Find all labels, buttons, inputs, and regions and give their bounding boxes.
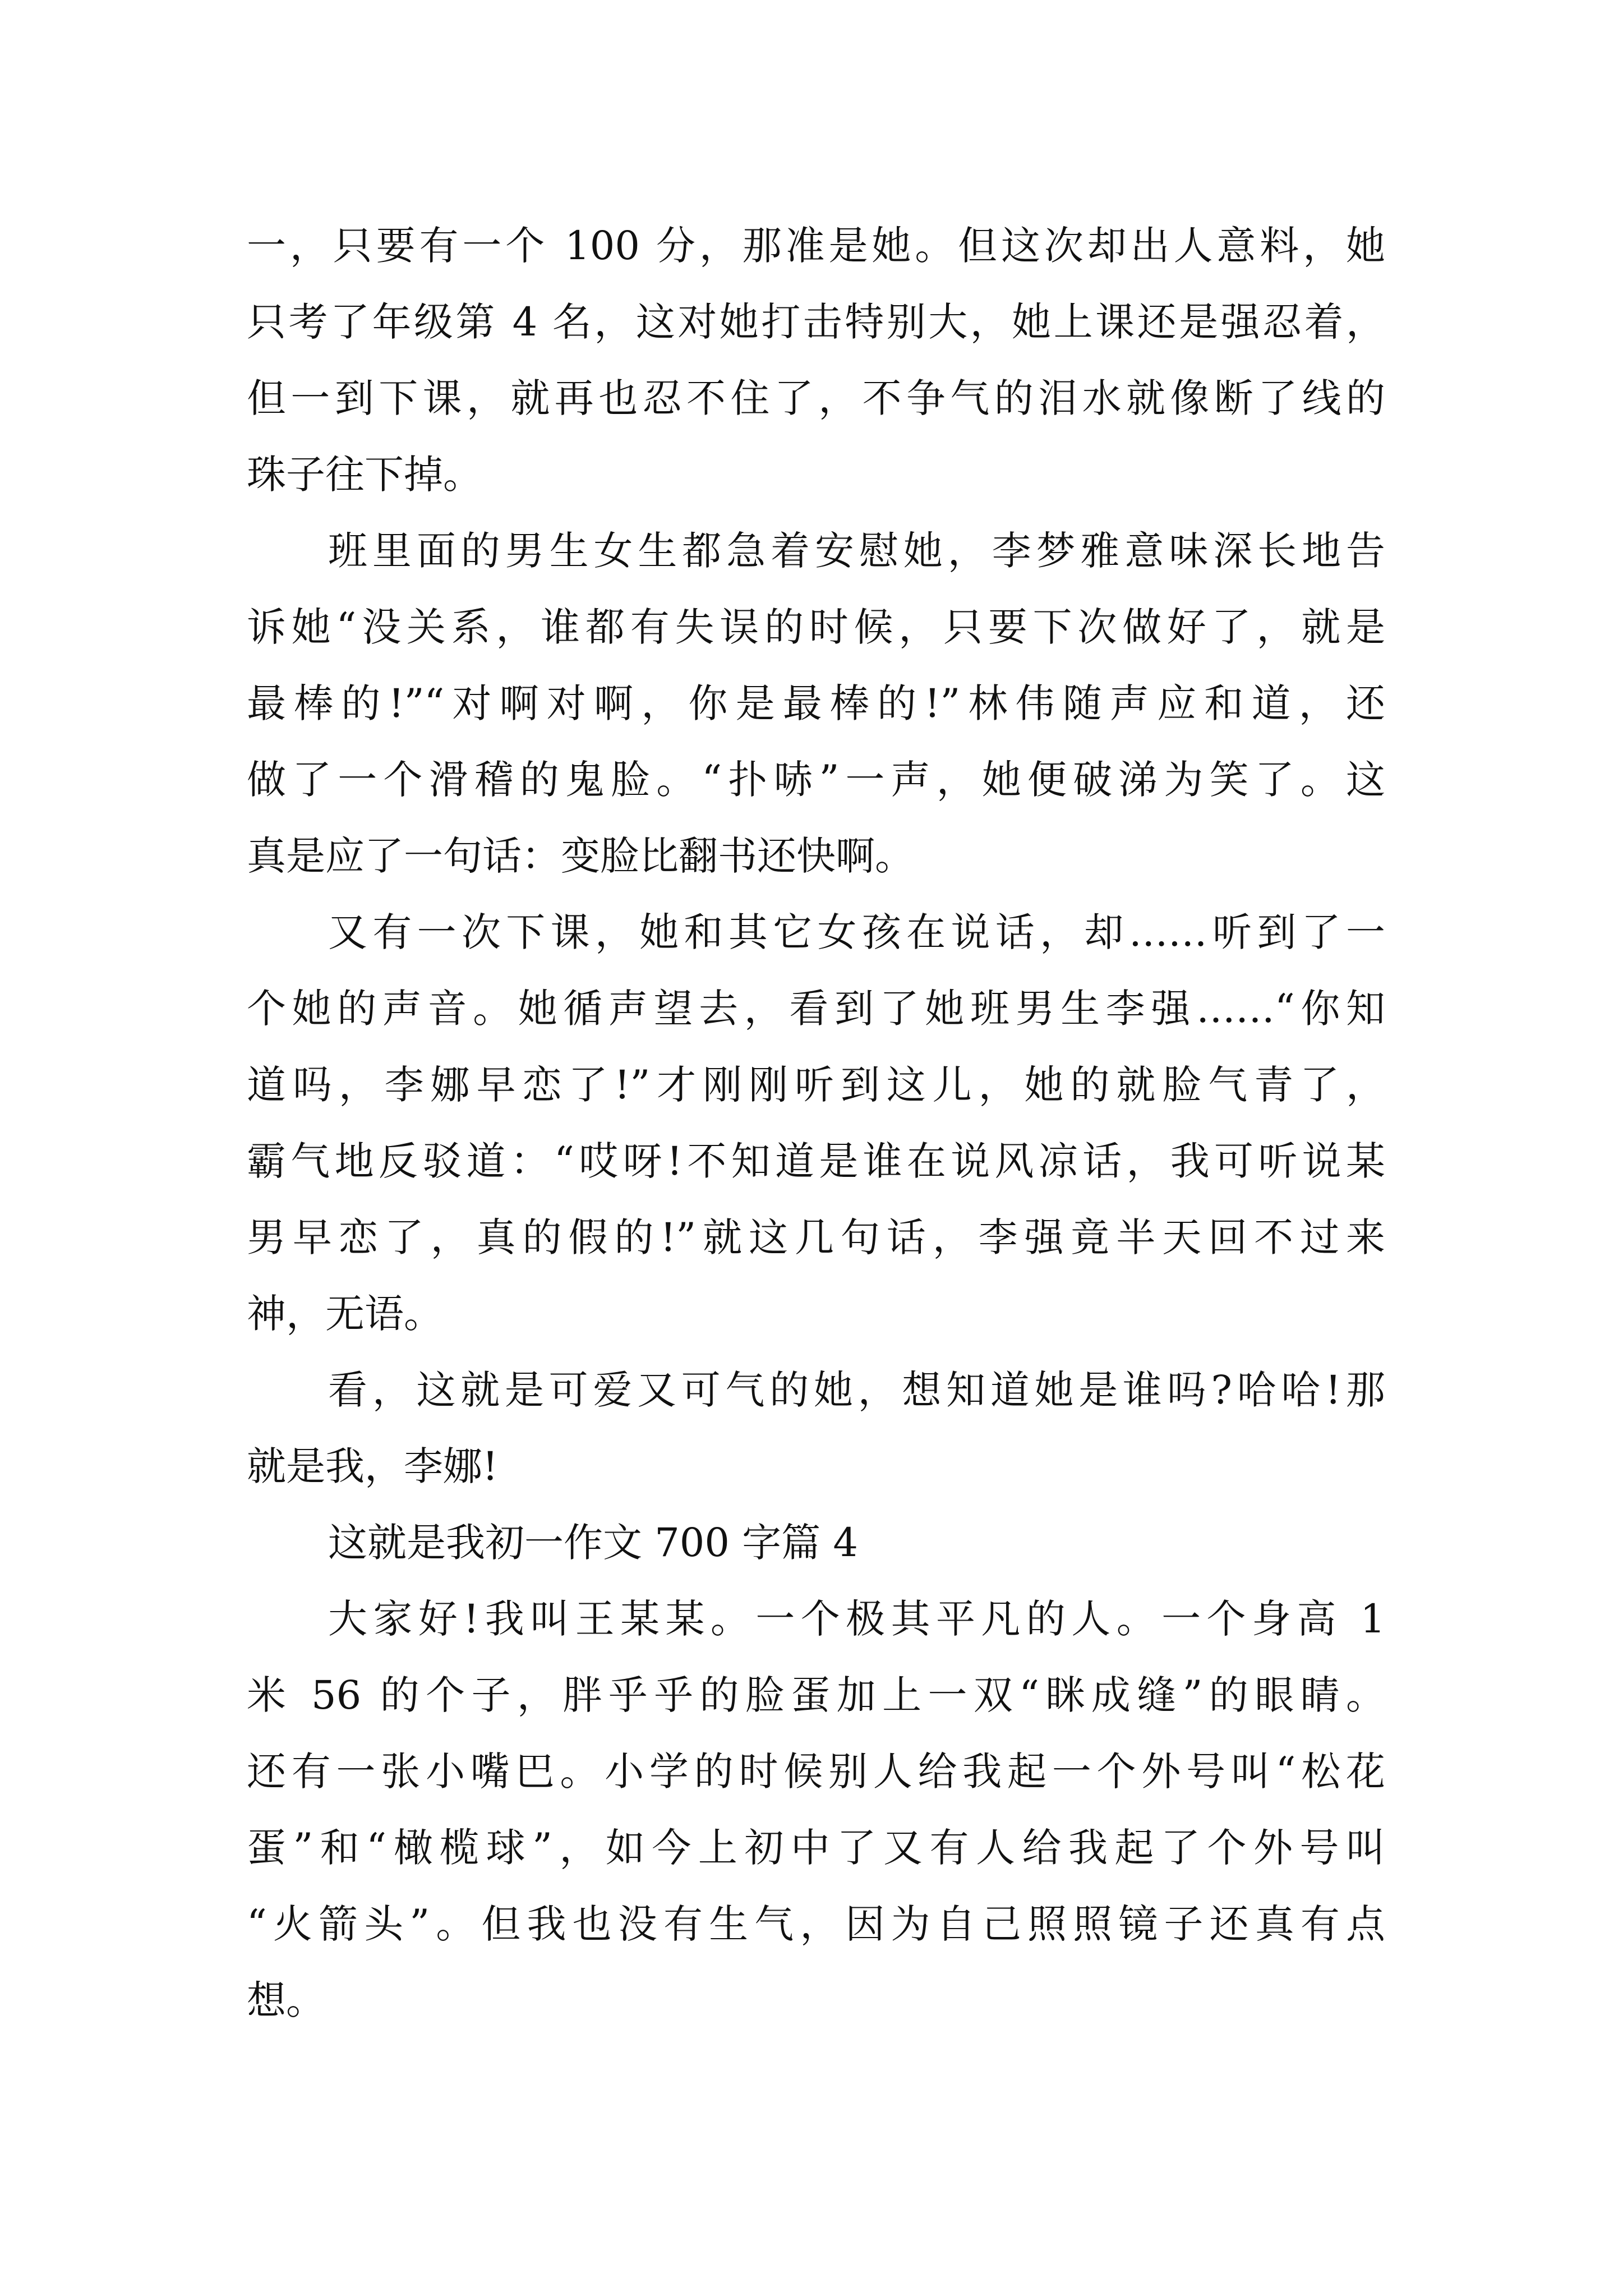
text-line: “火箭头”。但我也没有生气，因为自己照照镜子还真有点 (247, 1901, 1385, 1947)
text-line: 又有一次下课，她和其它女孩在说话，却……听到了一 (328, 909, 1385, 955)
text-line: 还有一张小嘴巴。小学的时候别人给我起一个外号叫“松花 (247, 1749, 1385, 1795)
text-line: 最棒的!”“对啊对啊，你是最棒的!”林伟随声应和道，还 (247, 680, 1385, 726)
text-line: 只考了年级第 4 名，这对她打击特别大，她上课还是强忍着， (247, 299, 1385, 345)
text-line: 想。 (247, 1977, 325, 2023)
text-line: 就是我，李娜! (247, 1443, 499, 1489)
text-line: 道吗，李娜早恋了!”才刚刚听到这儿，她的就脸气青了， (247, 1062, 1385, 1108)
text-line: 诉她“没关系，谁都有失误的时候，只要下次做好了，就是 (247, 604, 1385, 650)
text-line: 珠子往下掉。 (247, 452, 482, 498)
text-line: 个她的声音。她循声望去，看到了她班男生李强……“你知 (247, 986, 1385, 1032)
text-line: 神，无语。 (247, 1291, 443, 1337)
text-line: 蛋”和“橄榄球”，如今上初中了又有人给我起了个外号叫 (247, 1825, 1385, 1871)
text-line: 米 56 的个子，胖乎乎的脸蛋加上一双“眯成缝”的眼睛。 (247, 1672, 1385, 1718)
text-line: 一，只要有一个 100 分，那准是她。但这次却出人意料，她 (247, 223, 1385, 269)
text-line: 做了一个滑稽的鬼脸。“扑哧”一声，她便破涕为笑了。这 (247, 757, 1385, 803)
text-line: 但一到下课，就再也忍不住了，不争气的泪水就像断了线的 (247, 375, 1385, 421)
text-line: 霸气地反驳道：“哎呀!不知道是谁在说风凉话，我可听说某 (247, 1138, 1385, 1184)
text-line: 大家好!我叫王某某。一个极其平凡的人。一个身高 1 (328, 1596, 1385, 1642)
text-line: 男早恋了，真的假的!”就这几句话，李强竟半天回不过来 (247, 1214, 1385, 1260)
text-line: 看，这就是可爱又可气的她，想知道她是谁吗?哈哈!那 (328, 1367, 1385, 1413)
body-text (247, 208, 1385, 2039)
text-line: 这就是我初一作文 700 字篇 4 (328, 1520, 858, 1566)
text-line: 班里面的男生女生都急着安慰她，李梦雅意味深长地告 (328, 528, 1385, 574)
text-line: 真是应了一句话：变脸比翻书还快啊。 (247, 833, 914, 879)
